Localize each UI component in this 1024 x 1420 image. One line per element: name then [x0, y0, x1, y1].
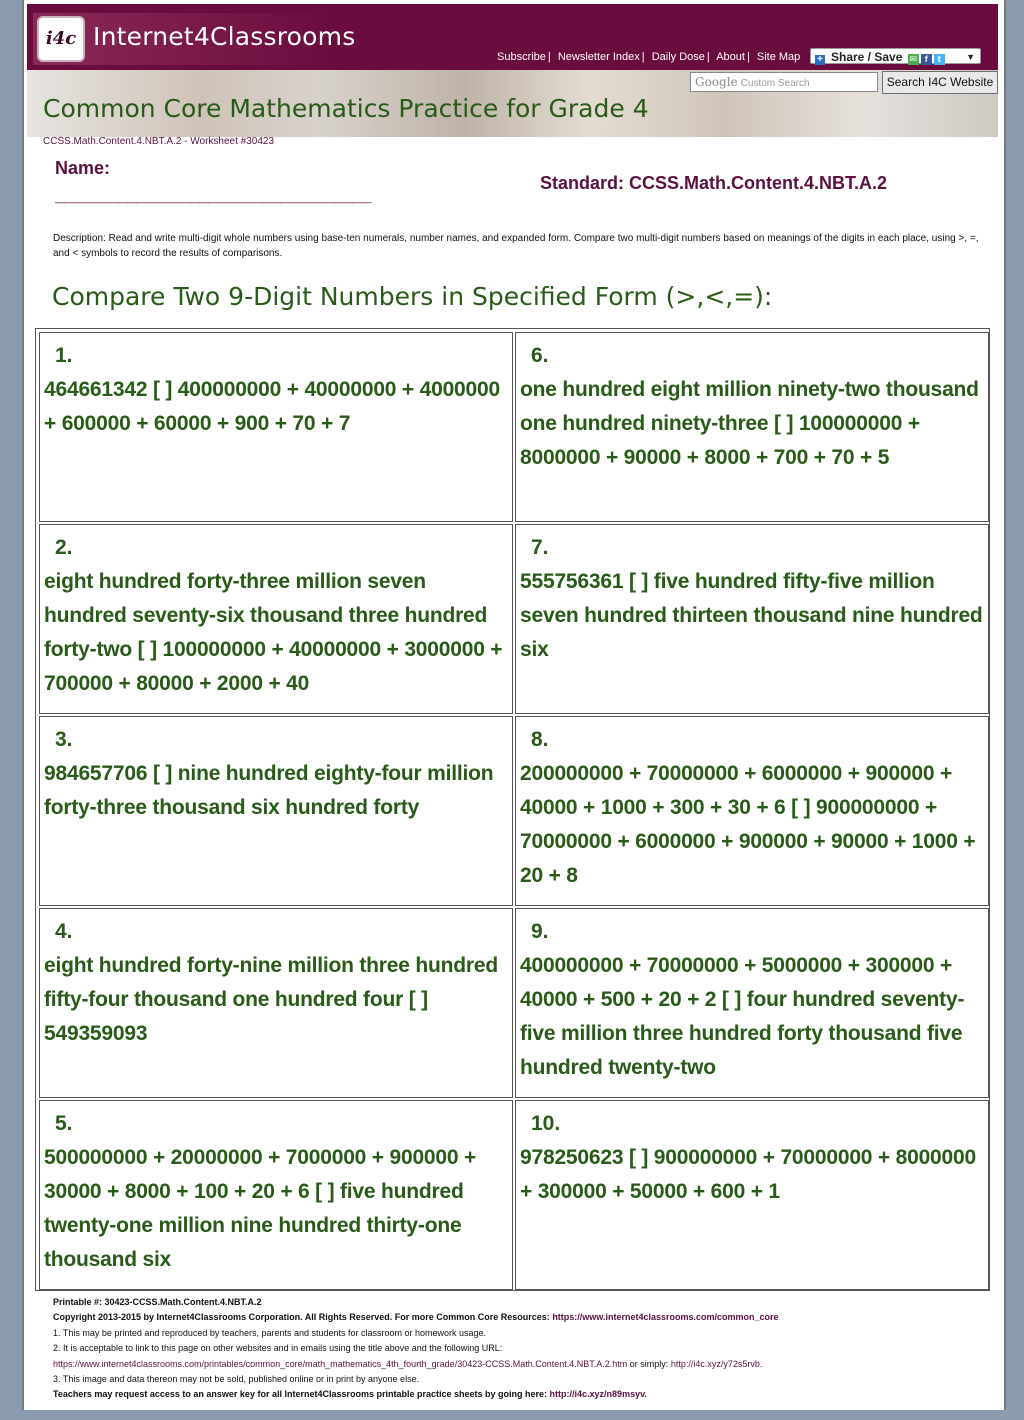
problem-number: 10.	[531, 1112, 561, 1135]
copyright-text: Copyright 2013-2015 by Internet4Classrooms Corporation. All Rights Reserved. For more Common Core Resources:	[53, 1312, 550, 1323]
facebook-icon: f	[921, 54, 932, 65]
common-core-link[interactable]: https://www.internet4classrooms.com/common_core	[552, 1312, 779, 1323]
problem-cell	[515, 908, 989, 1098]
problem-cell	[515, 524, 989, 714]
problem-cell	[515, 332, 989, 522]
problem-text: 984657706 [ ] nine hundred eighty-four million forty-three thousand six hundred forty	[44, 762, 494, 819]
problem-text: one hundred eight million ninety-two thousand one hundred ninety-three [ ] 100000000 + 8000000 + 90000 + 8000 + 700 + 70 + 5	[520, 378, 979, 469]
problem-number: 3.	[55, 728, 73, 751]
worksheet-url-link[interactable]: https://www.internet4classrooms.com/printables/common_core/math_mathematics_4th_fourth_grade/30423-CCSS.Math.Content.4.NBT.A.2.htm	[53, 1358, 628, 1369]
worksheet-page	[22, 0, 1006, 1410]
logo-badge: i4c	[37, 16, 85, 62]
problem-text: 200000000 + 70000000 + 6000000 + 900000 + 40000 + 1000 + 300 + 30 + 6 [ ] 900000000 + 70000000 + 6000000 + 900000 + 90000 + 1000 + 20 + 8	[520, 762, 976, 887]
problem-cell	[515, 716, 989, 906]
search-placeholder: Custom Search	[740, 78, 810, 89]
problem-cell	[39, 524, 513, 714]
nav-newsletter-index[interactable]: Newsletter Index	[557, 51, 640, 63]
problem-number: 2.	[55, 536, 73, 559]
search-input[interactable]	[690, 72, 878, 92]
problem-cell	[515, 1100, 989, 1290]
standard-label: Standard: CCSS.Math.Content.4.NBT.A.2	[540, 173, 888, 193]
nav-about[interactable]: About	[716, 51, 745, 63]
footer-line-3: 3. This image and data thereon may not be sold, published online or in print by anyone else.	[53, 1374, 420, 1385]
footer: Printable #: 30423-CCSS.Math.Content.4.NBT.A.2 Copyright 2013-2015 by Internet4Classrooms Corporation. All Rights Reserved. For more Common Core Resources: https://www.internet4classrooms.com/common_core 1. This may be printed and reproduced by teachers, parents and students for classroom or homework usage. 2. It is acceptable to link to this page on other websites and in emails using the title above and the following URL: https://www.internet4classrooms.com/printables/common_core/math_mathematics_4th_fourth_grade/30423-CCSS.Math.Content.4.NBT.A.2.htm or simply: http://i4c.xyz/y72s5rvb. 3. This image and data thereon may not be sold, published online or in print by anyone else. Teachers may request access to an answer key for all Internet4Classrooms printable practice sheets by going here: http://i4c.xyz/n89msyv.	[53, 1295, 998, 1403]
problem-number: 1.	[55, 344, 73, 367]
problem-text: 464661342 [ ] 400000000 + 40000000 + 4000000 + 600000 + 60000 + 900 + 70 + 7	[44, 378, 500, 435]
footer-or-simply: or simply:	[629, 1358, 669, 1369]
site-header	[27, 4, 998, 70]
share-save-button[interactable]	[810, 48, 981, 64]
logo-text: Internet4Classrooms	[93, 22, 356, 51]
nav-daily-dose[interactable]: Daily Dose	[651, 51, 705, 63]
name-label: Name:	[55, 158, 111, 178]
problem-number: 8.	[531, 728, 549, 751]
google-logo: Google	[695, 75, 738, 89]
printable-number: Printable #: 30423-CCSS.Math.Content.4.NBT.A.2	[53, 1297, 262, 1307]
page-title: Common Core Mathematics Practice for Grade 4	[43, 94, 649, 123]
breadcrumb: CCSS.Math.Content.4.NBT.A.2 - Worksheet #30423	[43, 136, 275, 147]
problem-number: 7.	[531, 536, 549, 559]
nav-site-map[interactable]: Site Map	[756, 51, 801, 63]
problem-text: 978250623 [ ] 900000000 + 70000000 + 8000000 + 300000 + 50000 + 600 + 1	[520, 1146, 976, 1203]
footer-line-1: 1. This may be printed and reproduced by teachers, parents and students for classroom or homework usage.	[53, 1327, 487, 1338]
teachers-note: Teachers may request access to an answer key for all Internet4Classrooms printable practice sheets by going here:	[53, 1389, 548, 1400]
answer-key-link[interactable]: http://i4c.xyz/n89msyv	[549, 1389, 645, 1400]
top-nav: Subscribe | Newsletter Index | Daily Dose | About | Site Map	[497, 51, 801, 63]
problem-number: 9.	[531, 920, 549, 943]
problem-cell	[39, 332, 513, 522]
problem-text: eight hundred forty-nine million three hundred fifty-four thousand one hundred four [ ] 549359093	[44, 954, 498, 1045]
problem-text: 500000000 + 20000000 + 7000000 + 900000 + 30000 + 8000 + 100 + 20 + 6 [ ] five hundred twenty-one million nine hundred thirty-one thousand six	[44, 1146, 477, 1271]
problem-cell	[39, 716, 513, 906]
twitter-icon: t	[934, 54, 945, 65]
search-button[interactable]: Search I4C Website	[882, 71, 998, 94]
problem-number: 6.	[531, 344, 549, 367]
problem-number: 4.	[55, 920, 73, 943]
nav-subscribe[interactable]: Subscribe	[497, 51, 546, 63]
problem-text: 555756361 [ ] five hundred fifty-five million seven hundred thirteen thousand nine hundred six	[520, 570, 983, 661]
problem-number: 5.	[55, 1112, 73, 1135]
description: Description: Read and write multi-digit whole numbers using base-ten numerals, number names, and expanded form. Compare two multi-digit numbers based on meanings of the digits in each place, using >, =, and < symbols to record the results of comparisons.	[53, 233, 979, 259]
problem-text: 400000000 + 70000000 + 5000000 + 300000 + 40000 + 500 + 20 + 2 [ ] four hundred seventy-five million three hundred forty thousand five hundred twenty-two	[520, 954, 965, 1079]
name-line: ___________________________________	[55, 185, 371, 205]
chevron-down-icon: ▼	[966, 52, 975, 62]
site-logo[interactable]	[33, 13, 356, 65]
problem-cell	[39, 1100, 513, 1290]
worksheet-subtitle: Compare Two 9-Digit Numbers in Specified Form (>,<,=):	[52, 282, 773, 311]
share-plus-icon: +	[815, 55, 825, 65]
problem-text: eight hundred forty-three million seven hundred seventy-six thousand three hundred forty-two [ ] 100000000 + 40000000 + 3000000 + 700000 + 80000 + 2000 + 40	[44, 570, 503, 695]
short-url-link[interactable]: http://i4c.xyz/y72s5rvb	[670, 1358, 760, 1369]
share-email-icon: ✉	[909, 54, 917, 64]
problem-cell	[39, 908, 513, 1098]
problem-grid	[35, 328, 990, 1291]
footer-line-2: 2. It is acceptable to link to this page on other websites and in emails using the title above and the following URL:	[53, 1343, 503, 1354]
share-label: Share / Save	[831, 50, 903, 64]
